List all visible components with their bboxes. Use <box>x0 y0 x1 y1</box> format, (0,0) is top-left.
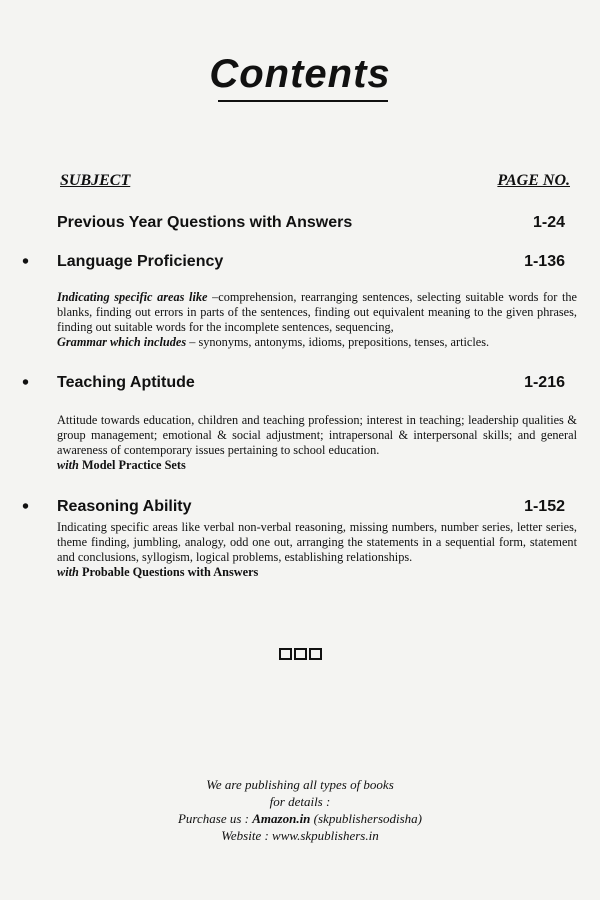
page-title: Contents <box>209 52 391 96</box>
entry-name: Language Proficiency <box>57 253 224 270</box>
page-no-column-header: PAGE NO. <box>497 172 570 189</box>
title-underline <box>218 100 388 102</box>
footer-line-2: for details : <box>269 794 331 809</box>
footer-website[interactable]: Website : www.skpublishers.in <box>221 828 379 843</box>
with-text: Probable Questions with Answers <box>78 565 259 579</box>
entry-name: Reasoning Ability <box>57 498 192 515</box>
with-word: with <box>57 565 79 579</box>
footer-purchase <box>0 810 600 827</box>
entry-pages: 1-136 <box>524 253 565 270</box>
description-lead: Indicating specific areas like <box>57 290 208 304</box>
purchase-label: Purchase us : <box>177 811 253 826</box>
bullet-icon: • <box>22 251 30 273</box>
with-text: Model Practice Sets <box>78 458 186 472</box>
description-text: Attitude towards education, children and teaching profession; interest in teaching; leadership qualities & group management; emotional & social adjustment; intrapersonal & interpersonal skills; and general awareness of contemporary issues pertaining to school education. <box>57 413 577 457</box>
entry-name: Previous Year Questions with Answers <box>57 214 353 231</box>
square-icon <box>309 648 322 660</box>
with-word: with <box>57 458 79 472</box>
purchase-rest: (skpublishersodisha) <box>310 811 423 826</box>
square-icon <box>279 648 292 660</box>
ornament-boxes <box>0 648 600 665</box>
footer-line-1: We are publishing all types of books <box>206 777 394 792</box>
bullet-icon: • <box>22 372 30 394</box>
bullet-icon: • <box>22 496 30 518</box>
purchase-site[interactable]: Amazon.in <box>252 811 311 826</box>
description-text: –comprehension, rearranging sentences, selecting suitable words for the blanks, finding out errors in parts of the sentences, finding out equivalent meaning to the given phrases, finding out suitable words for the incomplete sentences, sequencing, <box>57 290 577 334</box>
description-text: Indicating specific areas like verbal non-verbal reasoning, missing numbers, number series, letter series, theme finding, jumbling, analogy, odd one out, arranging the statements in a sequential form, statement and conclusions, syllogism, logical problems, establishing relationships. <box>57 520 577 564</box>
grammar-lead: Grammar which includes <box>57 335 187 349</box>
entry-description <box>57 520 577 580</box>
entry-name: Teaching Aptitude <box>57 374 195 391</box>
entry-description <box>57 290 577 350</box>
entry-pages: 1-152 <box>524 498 565 515</box>
grammar-text: – synonyms, antonyms, idioms, prepositions, tenses, articles. <box>186 335 490 349</box>
entry-pages: 1-24 <box>532 214 565 231</box>
subject-column-header: SUBJECT <box>60 172 131 189</box>
square-icon <box>294 648 307 660</box>
entry-description <box>57 413 577 473</box>
entry-pages: 1-216 <box>524 374 565 391</box>
